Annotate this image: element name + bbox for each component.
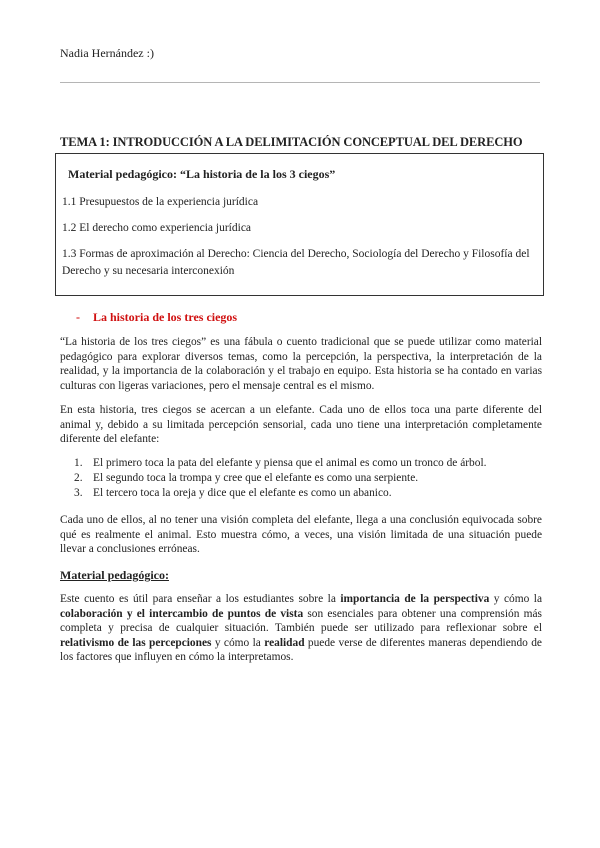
material-heading: Material pedagógico: bbox=[60, 568, 169, 582]
blind-men-list bbox=[60, 456, 542, 501]
list-text: El segundo toca la trompa y cree que el elefante es como una serpiente. bbox=[93, 472, 419, 484]
paragraph-material bbox=[60, 592, 542, 665]
list-number: 3. bbox=[74, 487, 83, 499]
material-text: Este cuento es útil para enseñar a los estudiantes sobre la bbox=[60, 593, 341, 605]
list-number: 2. bbox=[74, 472, 83, 484]
list-item bbox=[60, 456, 542, 471]
material-text: puede verse de diferentes maneras dependiendo de los factores que influyen en cómo la interpretamos. bbox=[60, 636, 542, 663]
material-text: y cómo la bbox=[211, 636, 265, 649]
material-bold: relativismo de las percepciones bbox=[60, 636, 212, 649]
section-heading-text: La historia de los tres ciegos bbox=[93, 310, 238, 324]
paragraph-conclusion: Cada uno de ellos, al no tener una visión completa del elefante, llega a una conclusión equivocada sobre qué es realmente el animal. Esto muestra cómo, a veces, una visión limitada de una situación puede llevar a conclusiones erróneas. bbox=[60, 514, 542, 555]
section-bullet: - bbox=[76, 310, 80, 324]
list-item bbox=[60, 486, 542, 501]
material-text: y cómo la bbox=[489, 593, 542, 605]
list-number: 1. bbox=[74, 457, 83, 469]
outline-item: 1.3 Formas de aproximación al Derecho: Ciencia del Derecho, Sociología del Derecho y Filosofía del Derecho y su necesaria interconexión bbox=[62, 248, 530, 277]
material-text: son esenciales para obtener una comprensión más completa y precisa de cualquier situación. También puede ser utilizado para reflexionar sobre el bbox=[60, 607, 542, 634]
material-bold: importancia de la perspectiva bbox=[340, 593, 490, 605]
material-bold: realidad bbox=[264, 636, 305, 649]
outline-box-title: Material pedagógico: “La historia de la los 3 ciegos” bbox=[68, 167, 336, 181]
outline-item: 1.1 Presupuestos de la experiencia jurídica bbox=[62, 196, 259, 208]
list-text: El primero toca la pata del elefante y piensa que el animal es como un tronco de árbol. bbox=[93, 457, 487, 469]
list-text: El tercero toca la oreja y dice que el elefante es como un abanico. bbox=[93, 487, 392, 499]
author-name: Nadia Hernández :) bbox=[60, 46, 154, 60]
topic-title: TEMA 1: INTRODUCCIÓN A LA DELIMITACIÓN CONCEPTUAL DEL DERECHO bbox=[60, 135, 523, 149]
paragraph-story: En esta historia, tres ciegos se acercan a un elefante. Cada uno de ellos toca una parte diferente del animal y, debido a su limitada percepción sensorial, cada uno tiene una interpretación completamente diferente del elefante: bbox=[60, 404, 542, 445]
paragraph-intro: “La historia de los tres ciegos” es una fábula o cuento tradicional que se puede utilizar como material pedagógico para explorar diversos temas, como la percepción, la perspectiva, la interpretación de la realidad, y la importancia de la colaboración y el trabajo en equipo. Esta historia se ha contado en varias culturas con ligeras variaciones, pero el mensaje central es el mismo. bbox=[60, 336, 542, 392]
list-item bbox=[60, 471, 542, 486]
outline-item: 1.2 El derecho como experiencia jurídica bbox=[62, 222, 252, 234]
outline-box bbox=[55, 153, 544, 296]
header-divider bbox=[60, 82, 540, 83]
material-bold: colaboración y el intercambio de puntos de vista bbox=[60, 607, 304, 620]
section-heading bbox=[76, 310, 237, 325]
